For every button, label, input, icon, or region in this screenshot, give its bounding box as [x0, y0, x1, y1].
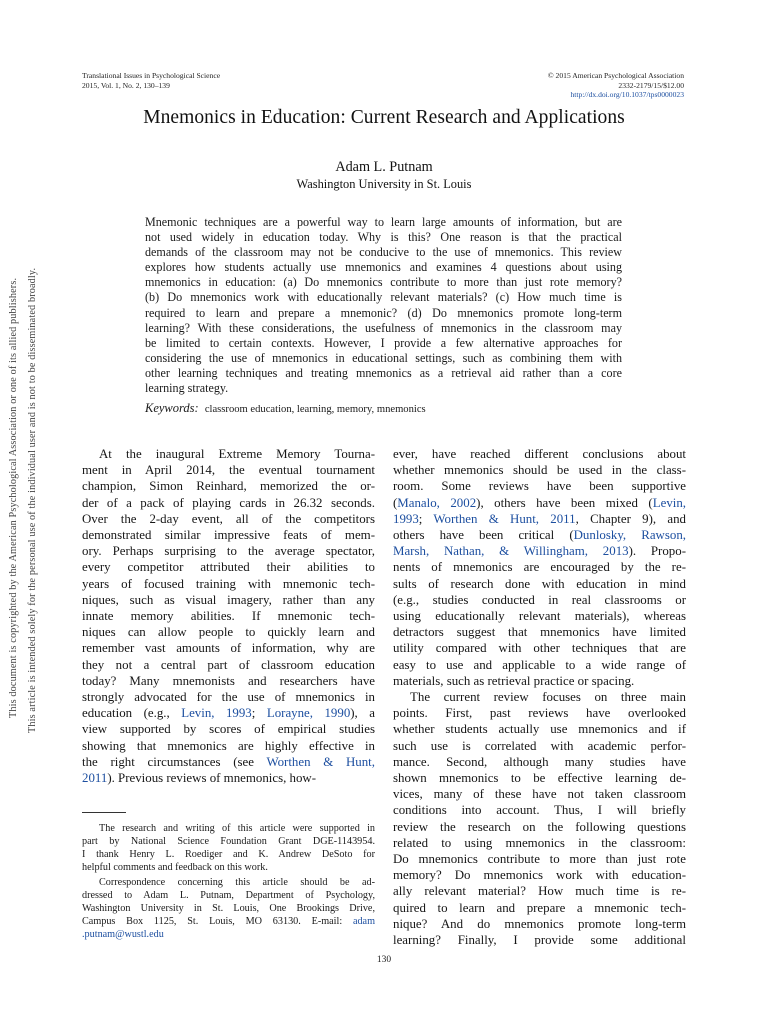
body-line [393, 543, 686, 559]
citation-link[interactable]: Levin, 1993 [181, 706, 252, 721]
body-line: memory? Do mnemonics work with education- [393, 868, 686, 883]
body-line: quired to learn and prepare a mnemonic tech- [393, 900, 686, 915]
body-line: champion, Simon Reinhard, memorized the or- [82, 479, 375, 494]
body-text: ; [251, 706, 267, 721]
abstract [145, 215, 622, 396]
doi-link[interactable]: http://dx.doi.org/10.1037/tps0000023 [570, 90, 684, 100]
issn-doi-line [548, 81, 684, 100]
body-line: whether students actually use mnemonics and if [393, 722, 686, 737]
body-text: ). Previous reviews of mnemonics, how- [107, 771, 317, 786]
footnote-line: I thank Henry L. Roediger and K. Andrew DeSoto for [82, 848, 375, 860]
body-line: innate memory abilities. If mnemonic tech- [82, 609, 375, 624]
citation-link[interactable]: Worthen & Hunt, [266, 754, 375, 769]
body-line: niques can allow people to quickly learn and [82, 625, 375, 640]
body-line: The current review focuses on three main [410, 690, 686, 705]
body-line: Over the 2-day event, all of the competitors [82, 511, 375, 526]
body-line: At the inaugural Extreme Memory Tourna- [99, 447, 375, 461]
body-line: ally relevant material? How much time is re- [393, 884, 686, 899]
abstract-line: demands of the classroom may not be conducive to the use of mnemonics. This review [145, 245, 622, 260]
footnote-line: The research and writing of this article were supported in [99, 823, 375, 834]
page-number: 130 [376, 955, 392, 965]
body-line: using educationally relevant materials), whereas [393, 609, 686, 624]
body-text: ). Propo- [628, 544, 686, 559]
body-line: der of a pack of playing cards in 26.32 seconds. [82, 495, 375, 510]
body-line: conditions into account. Thus, I will briefly [393, 803, 686, 818]
citation-link[interactable]: Dunlosky, Rawson, [573, 528, 686, 543]
body-line [82, 705, 375, 721]
body-line: nique? And do mnemonics promote long-term [393, 916, 686, 931]
body-line: detractors suggest that mnemonics have limited [393, 625, 686, 640]
keywords-text: classroom education, learning, memory, mnemonics [204, 404, 426, 415]
journal-volume: 2015, Vol. 1, No. 2, 130–139 [82, 80, 170, 90]
body-line: strongly advocated for the use of mnemonics in [82, 690, 375, 705]
body-line: remember vast amounts of information, why are [82, 641, 375, 656]
body-line [393, 527, 686, 543]
body-line [82, 754, 375, 770]
author-affiliation: Washington University in St. Louis [296, 177, 472, 191]
body-line: ment in April 2014, the eventual tournament [82, 463, 375, 478]
abstract-line: learning? With these considerations, the usefulness of mnemonics in the classroom may [145, 320, 622, 335]
body-line: points. First, past reviews have overlooked [393, 706, 686, 721]
body-line: sults of research done with education in mind [393, 576, 686, 591]
body-line: such use is correlated with academic perfor- [393, 738, 686, 753]
abstract-line: learning strategy. [145, 381, 229, 396]
citation-link[interactable]: Worthen & Hunt, 2011 [433, 511, 576, 526]
abstract-line: Mnemonic techniques are a powerful way to learn large amounts of information, but are [145, 215, 622, 229]
body-line: materials, such as retrieval practice or spacing. [393, 673, 635, 688]
body-line [82, 770, 375, 786]
body-line: years of focused training with mnemonic tech- [82, 576, 375, 591]
author-name: Adam L. Putnam [335, 159, 433, 175]
body-line: easy to use and applicable to a wide range of [393, 657, 686, 672]
footnote-line: dressed to Adam L. Putnam, Department of Psychology, [82, 889, 375, 901]
copyright-side-notice: This document is copyrighted by the American Psychological Association or one of its allied publishers. [8, 277, 19, 718]
journal-header [82, 71, 220, 90]
body-line [393, 511, 686, 527]
citation-link[interactable]: 2011 [82, 771, 108, 786]
footnote-line: part by National Science Foundation Grant DGE-1143954. [82, 835, 375, 847]
footnote-line [82, 916, 375, 929]
body-line: niques, such as visual imagery, rather than any [82, 592, 375, 607]
citation-link[interactable]: Marsh, Nathan, & Willingham, 2013 [393, 544, 629, 559]
copyright-line: © 2015 American Psychological Association [547, 71, 684, 80]
body-line: showing that mnemonics are highly effective in [82, 738, 375, 753]
body-line [393, 495, 686, 511]
body-line: vices, many of these have not taken classroom [393, 787, 686, 802]
footnote-line: Washington University in St. Louis, One Brookings Drive, [82, 902, 375, 914]
email-link[interactable]: .putnam@wustl.edu [82, 928, 164, 940]
body-line: review the research on the following questions [393, 819, 686, 834]
body-line: today? Many mnemonists and researchers have [82, 673, 375, 688]
citation-link[interactable]: 1993 [393, 511, 419, 526]
body-left-column [82, 446, 375, 786]
abstract-line: not used widely in education today. Why is this? One reason is that the practical [145, 230, 622, 245]
body-text: ; [418, 511, 434, 526]
abstract-line: mnemonics in education: (a) Do mnemonics contribute to more than just rote memory? [145, 275, 622, 290]
citation-link[interactable]: Levin, [652, 495, 687, 510]
body-line: ever, have reached different conclusions about [393, 447, 686, 461]
body-line: ory. Perhaps surprising to the average spectator, [82, 544, 375, 559]
abstract-line: other learning techniques and treating mnemonics as a retrieval aid rather than a core [145, 365, 622, 380]
body-text: ( [393, 495, 398, 510]
abstract-line: be limited to certain contexts. However, I provide a few alternative approaches for [145, 335, 622, 350]
body-line: mance. Second, although many studies have [393, 754, 686, 769]
copyright-header [548, 71, 684, 100]
correspondence-footnote [82, 877, 375, 942]
body-right-column [393, 446, 686, 948]
body-line: they not a central part of classroom education [82, 657, 375, 672]
keywords [145, 401, 426, 416]
body-text: others have been critical ( [393, 528, 574, 543]
journal-name: Translational Issues in Psychological Science [82, 71, 221, 80]
abstract-line: (b) Do mnemonics work with educationally relevant materials? (c) How much time is [145, 290, 622, 305]
body-line: nents of mnemonics are encouraged by the re- [393, 560, 686, 575]
body-line: view supported by scores of empirical studies [82, 722, 375, 737]
abstract-line: required to learn and prepare a mnemonic? (d) Do mnemonics promote long-term [145, 305, 622, 320]
email-link[interactable]: adam [352, 915, 375, 927]
body-text: , Chapter 9), and [575, 511, 686, 526]
body-text: education (e.g., [82, 706, 182, 721]
footnote-line: Correspondence concerning this article should be ad- [99, 877, 375, 888]
footnote-line: helpful comments and feedback on this work. [82, 861, 268, 873]
body-line: every competitor attributed their abilities to [82, 560, 375, 575]
usage-side-notice: This article is intended solely for the personal use of the individual user and is not to be disseminated broadly. [27, 267, 38, 733]
keywords-label: Keywords: [145, 401, 199, 415]
citation-link[interactable]: Manalo, 2002 [397, 495, 477, 510]
body-text: ), others have been mixed ( [476, 495, 653, 510]
body-line: utility compared with other techniques that are [393, 641, 686, 656]
abstract-line: considering the use of mnemonics in educational settings, such as combining them with [145, 350, 622, 365]
body-text: the right circumstances (see [82, 754, 267, 769]
body-line: whether mnemonics should be used in the class- [393, 463, 686, 478]
funding-footnote [82, 823, 375, 875]
body-line: Do mnemonics contribute to more than just rote [393, 852, 686, 867]
footnote-text: Campus Box 1125, St. Louis, MO 63130. E-mail: [82, 915, 353, 927]
body-line: (e.g., studies conducted in real classrooms or [393, 592, 686, 607]
abstract-line: explores how students actually use mnemonics and examines 4 questions about using [145, 260, 622, 275]
article-title: Mnemonics in Education: Current Research and Applications [143, 107, 625, 128]
body-text: ), a [350, 706, 375, 721]
footnote-line [82, 929, 375, 942]
body-line: demonstrated similar impressive feats of mem- [82, 528, 375, 543]
issn: 2332-2179/15/$12.00 [618, 80, 684, 90]
body-line: shown mnemonics to be effective learning de- [393, 771, 686, 786]
citation-link[interactable]: Lorayne, 1990 [266, 706, 351, 721]
body-line: related to using mnemonics in the classroom: [393, 835, 686, 850]
footnote-divider [82, 812, 126, 813]
body-line: learning? Finally, I provide some additional [393, 933, 686, 948]
body-line: room. Some reviews have been supportive [393, 479, 686, 494]
